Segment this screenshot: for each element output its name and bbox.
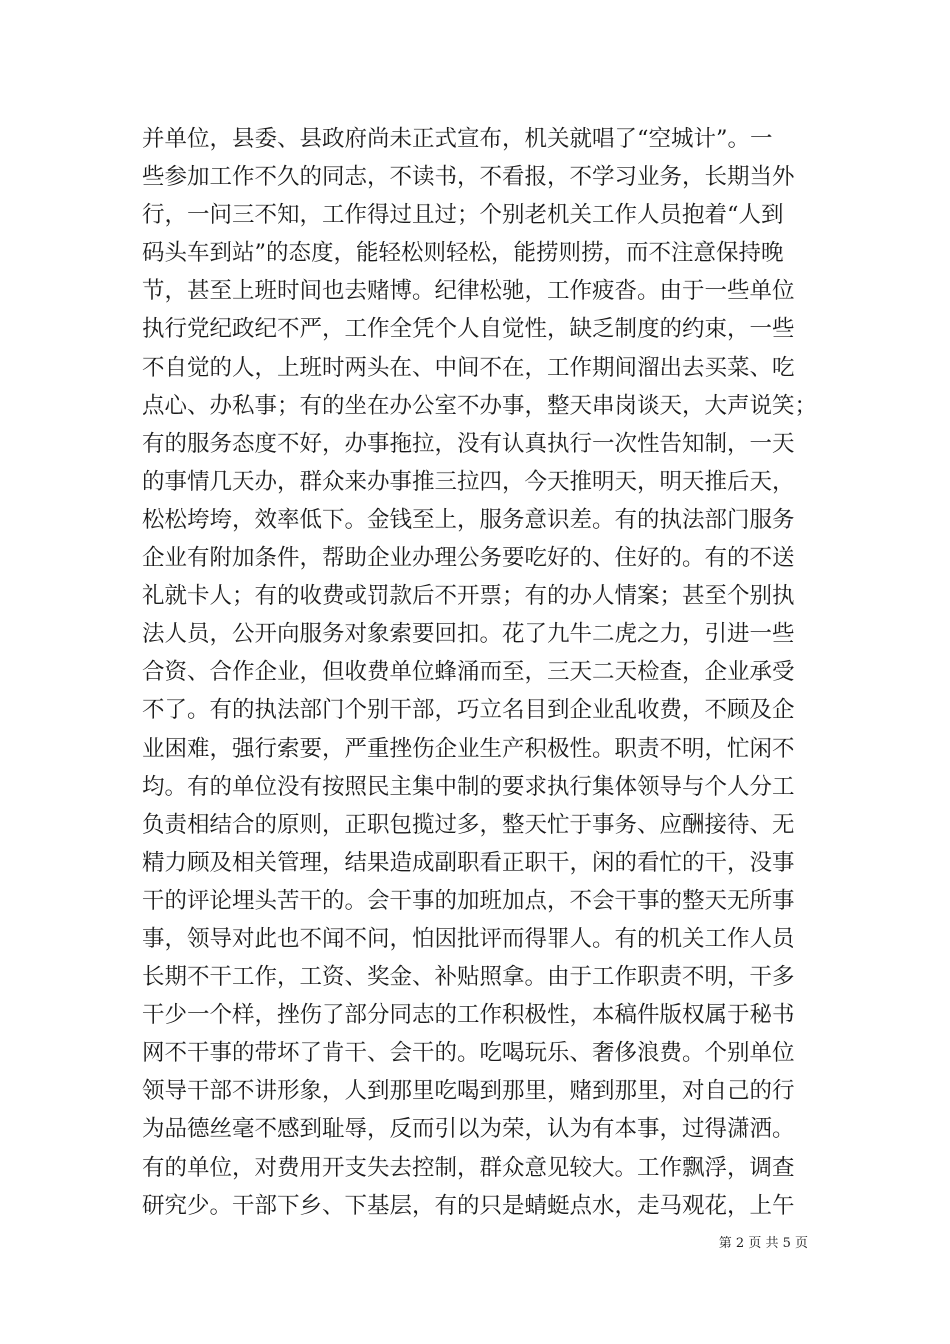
text-line: 礼就卡人；有的收费或罚款后不开票；有的办人情案；甚至个别执 (142, 583, 795, 610)
text-line: 事，领导对此也不闻不问，怕因批评而得罪人。有的机关工作人员 (142, 925, 795, 952)
text-line: 长期不干工作，工资、奖金、补贴照拿。由于工作职责不明，干多 (142, 964, 795, 991)
body-text (142, 120, 822, 1225)
text-line: 干的评论埋头苦干的。会干事的加班加点，不会干事的整天无所事 (142, 887, 795, 914)
text-line: 企业有附加条件，帮助企业办理公务要吃好的、住好的。有的不送 (142, 545, 795, 572)
text-line: 点心、办私事；有的坐在办公室不办事，整天串岗谈天，大声说笑； (142, 392, 818, 419)
text-line: 码头车到站”的态度，能轻松则轻松，能捞则捞，而不注意保持晚 (142, 240, 784, 267)
text-line: 研究少。干部下乡、下基层，有的只是蜻蜓点水，走马观花，上午 (142, 1192, 795, 1219)
text-line: 网不干事的带坏了肯干、会干的。吃喝玩乐、奢侈浪费。个别单位 (142, 1040, 795, 1067)
text-line: 有的服务态度不好，办事拖拉，没有认真执行一次性告知制，一天 (142, 430, 795, 457)
text-line: 松松垮垮，效率低下。金钱至上，服务意识差。有的执法部门服务 (142, 506, 795, 533)
text-line: 法人员，公开向服务对象索要回扣。花了九牛二虎之力，引进一些 (142, 621, 795, 648)
text-line: 并单位，县委、县政府尚未正式宣布，机关就唱了“空城计”。一 (142, 126, 773, 152)
text-line: 均。有的单位没有按照民主集中制的要求执行集体领导与个人分工 (142, 773, 795, 800)
text-line: 有的单位，对费用开支失去控制，群众意见较大。工作飘浮，调查 (142, 1154, 795, 1181)
text-line: 精力顾及相关管理，结果造成副职看正职干，闲的看忙的干，没事 (142, 849, 795, 876)
text-line: 负责相结合的原则，正职包揽过多，整天忙于事务、应酬接待、无 (142, 811, 795, 838)
text-line: 合资、合作企业，但收费单位蜂涌而至，三天二天检查，企业承受 (142, 659, 795, 686)
text-line: 为品德丝毫不感到耻辱，反而引以为荣，认为有本事，过得潇洒。 (142, 1116, 795, 1143)
text-line: 行，一问三不知，工作得过且过；个别老机关工作人员抱着“人到 (142, 202, 784, 229)
text-line: 不自觉的人，上班时两头在、中间不在，工作期间溜出去买菜、吃 (142, 354, 795, 381)
text-line: 领导干部不讲形象，人到那里吃喝到那里，赌到那里，对自己的行 (142, 1078, 795, 1105)
text-line: 干少一个样，挫伤了部分同志的工作积极性，本稿件版权属于秘书 (142, 1002, 795, 1029)
text-line: 些参加工作不久的同志，不读书，不看报，不学习业务，长期当外 (142, 164, 795, 191)
page-number: 第 2 页 共 5 页 (718, 1236, 808, 1251)
text-line: 业困难，强行索要，严重挫伤企业生产积极性。职责不明，忙闲不 (142, 735, 795, 762)
text-line: 不了。有的执法部门个别干部，巧立名目到企业乱收费，不顾及企 (142, 697, 795, 724)
text-line: 执行党纪政纪不严，工作全凭个人自觉性，缺乏制度的约束，一些 (142, 316, 795, 343)
text-line: 的事情几天办，群众来办事推三拉四，今天推明天，明天推后天， (142, 468, 795, 495)
text-line: 节，甚至上班时间也去赌博。纪律松驰，工作疲沓。由于一些单位 (142, 278, 795, 305)
